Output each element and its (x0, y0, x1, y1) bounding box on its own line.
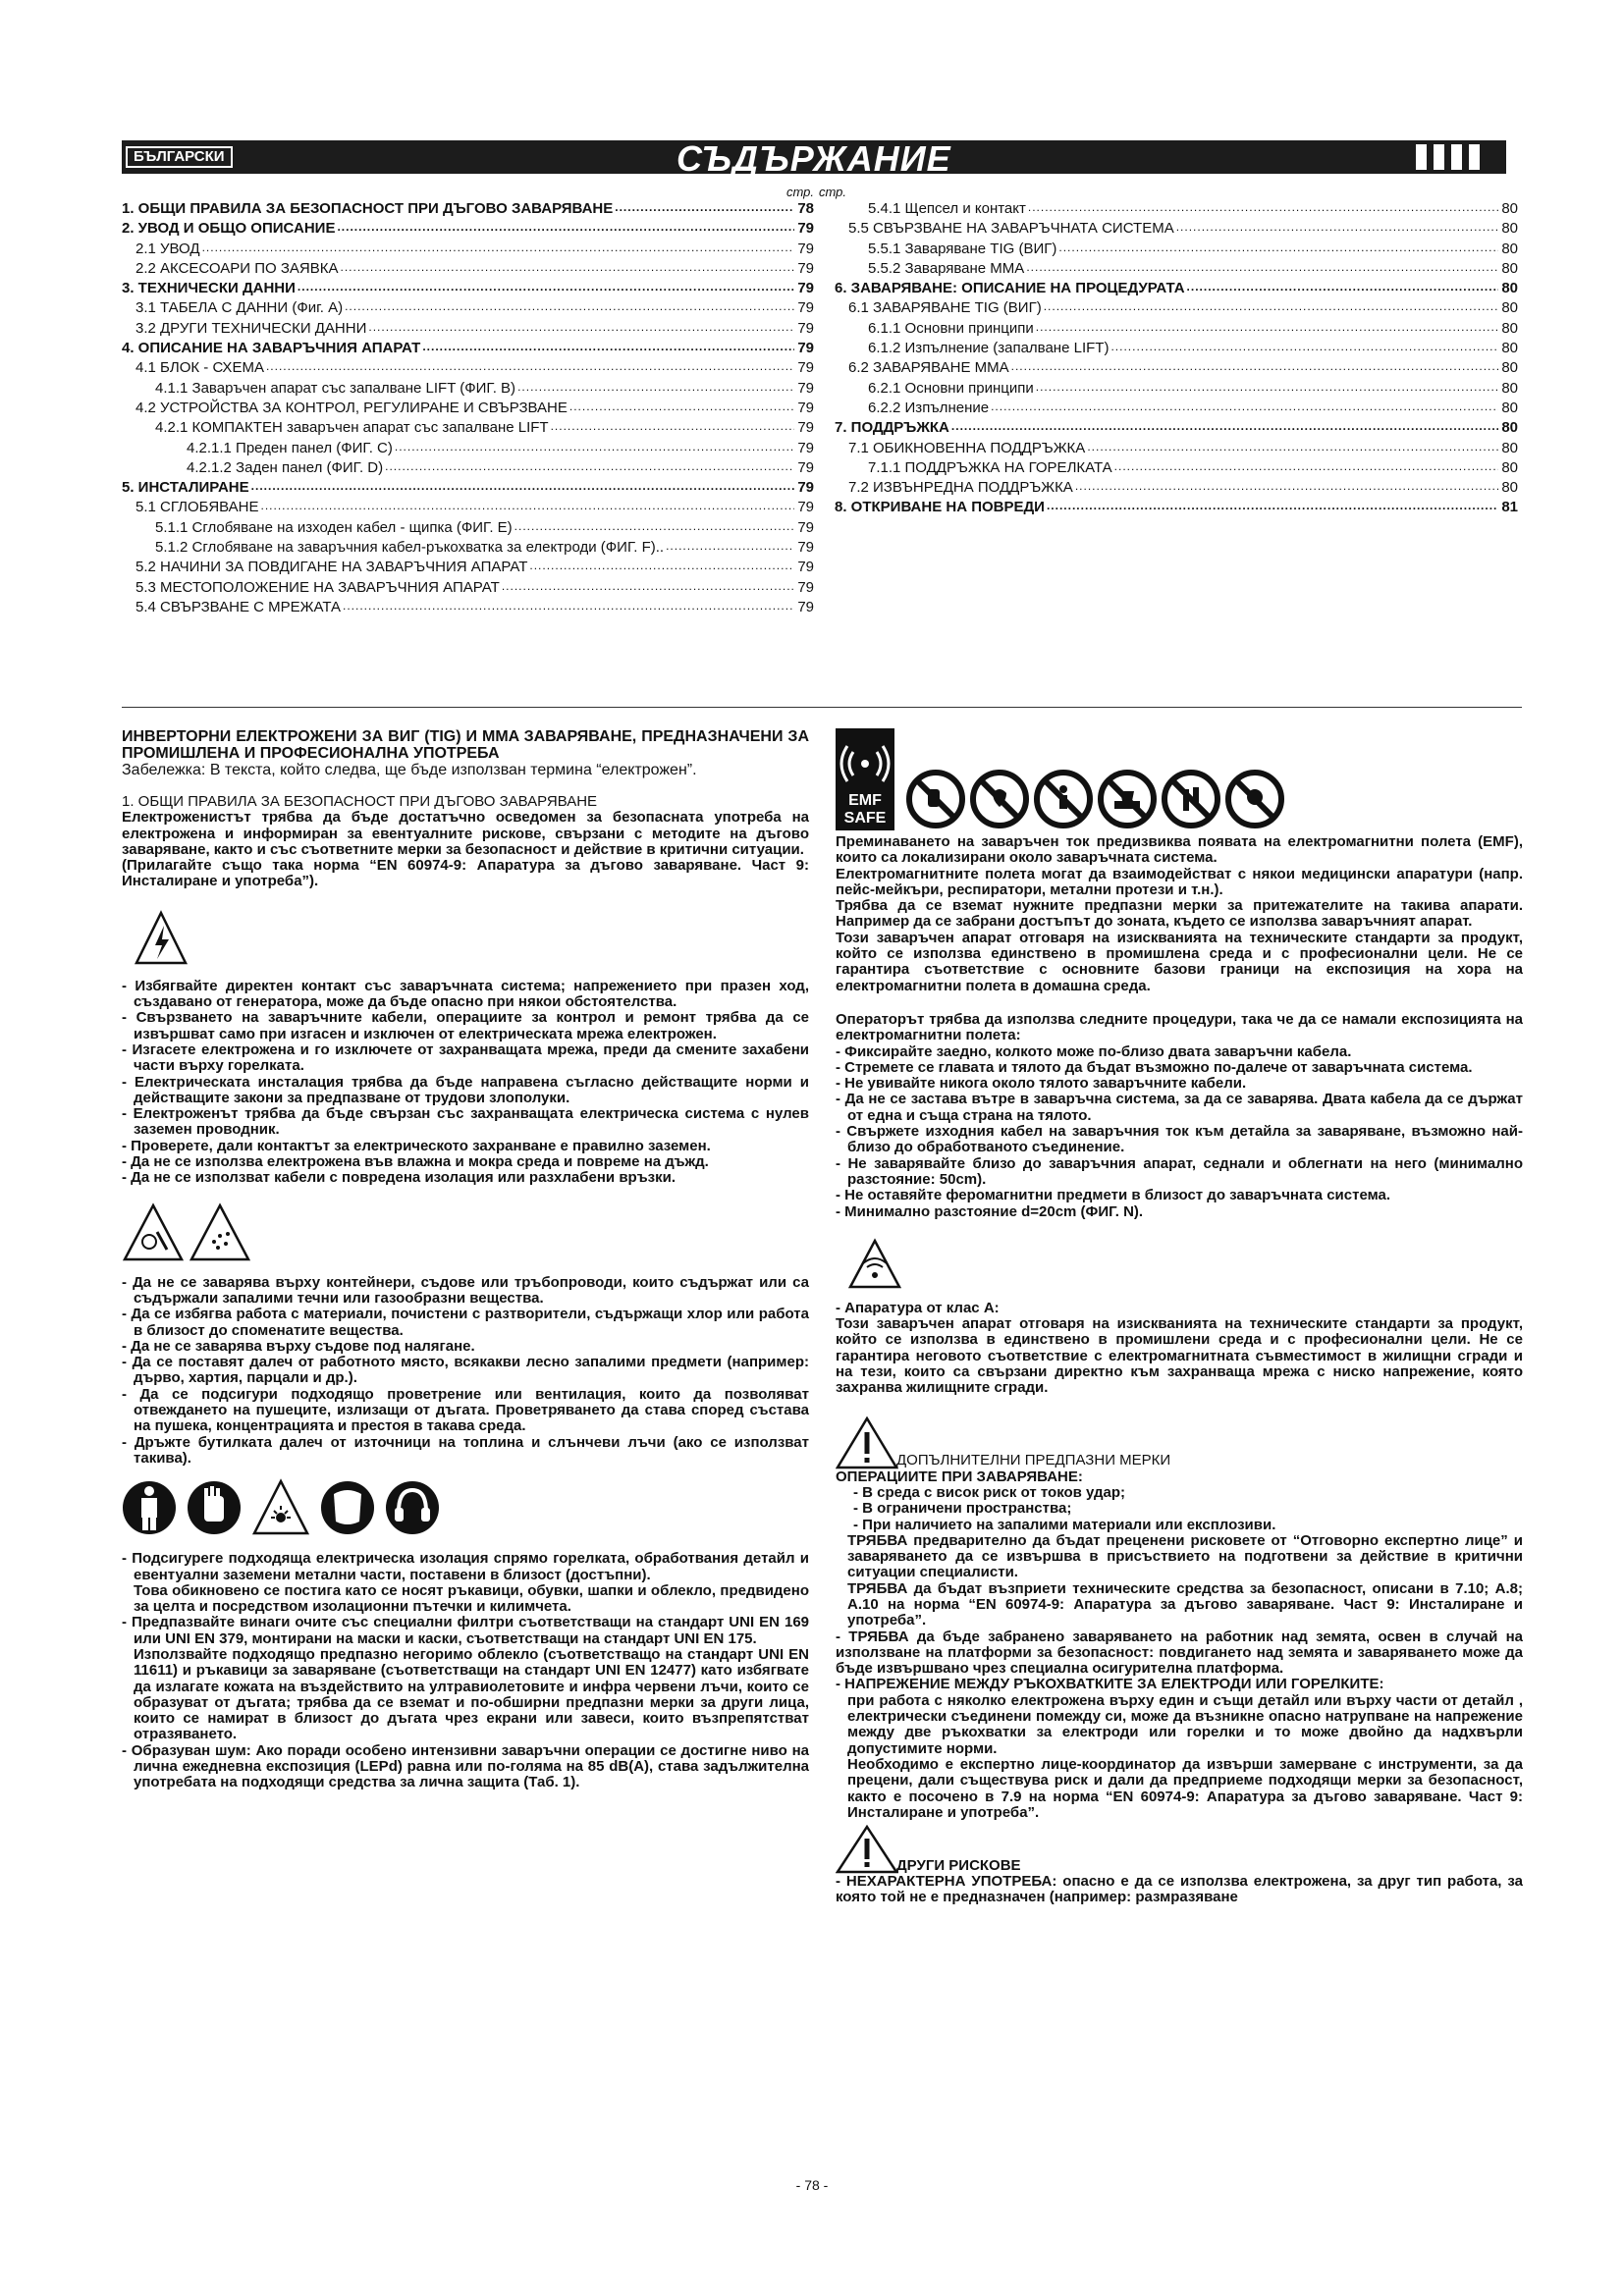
toc-entry-page: 81 (1501, 499, 1518, 516)
toc-entry (122, 597, 814, 616)
toc-leader (385, 459, 794, 474)
voltage-text: при работа с няколко електрожена върху един и същи детайл или върху части от детайл , електрически съединени помежду си, може да възникне опасно натрупване на напрежение между две ръкохватки за електроди или горелки и то може двойно да надхвърли допустимите норми. (847, 1691, 1523, 1757)
toc-entry-page: 80 (1501, 379, 1518, 397)
toc-entry (122, 398, 814, 417)
toc-entry-page: 79 (797, 319, 814, 337)
toc-entry-title: 6.2.2 Изпълнение (868, 399, 990, 416)
list-item: - Да не се заварява върху съдове под налягане. (122, 1337, 475, 1355)
toc-entry-page: 80 (1501, 479, 1518, 497)
toc-leader (1114, 459, 1498, 474)
toc-entry (122, 477, 814, 497)
toc-entry-title: 5.1.2 Сглобяване на заваръчния кабел-ръкохватка за електроди (ФИГ. F).. (155, 539, 665, 557)
list-item: - Минимално разстояние d=20cm (ФИГ. N). (836, 1202, 1144, 1220)
toc-entry-title: 7. ПОДДРЪЖКА (835, 419, 949, 437)
antenna-icon (836, 734, 894, 793)
toc-leader (422, 340, 794, 354)
toc-entry (835, 218, 1518, 238)
other-risks-text: - НЕХАРАКТЕРНА УПОТРЕБА: опасно е да се използва електрожена, за друг тип работа, за която той не е предназначен (например: размразяване (836, 1873, 1523, 1906)
emf-p2: Електромагнитните полета могат да взаимодействат с някои медицински апаратури (напр. пейс-мейкъри, респиратори, метални протези и т.н.). (836, 865, 1523, 898)
class-a-title: - Апаратура от клас А: (836, 1299, 1000, 1316)
toc-entry-page: 79 (797, 518, 814, 536)
toc-entry (835, 477, 1518, 497)
toc-leader (202, 240, 794, 255)
page-title: СЪДЪРЖАНИЕ (677, 138, 951, 179)
other-risks-header (836, 1825, 1523, 1874)
divider (122, 707, 1522, 708)
toc-entry-title: 4.1.1 Заваръчен апарат със запалване LIFT (ФИГ. B) (155, 379, 516, 397)
toc-entry-page: 79 (797, 240, 814, 257)
toc-entry-page: 79 (797, 539, 814, 557)
toc-entry-page: 79 (797, 379, 814, 397)
toc-leader (261, 499, 794, 513)
toc-leader (345, 299, 794, 314)
toc-entry-page: 79 (797, 419, 814, 437)
extra-precautions-header (836, 1416, 1523, 1469)
other-risks-title: ДРУГИ РИСКОВЕ (896, 1856, 1021, 1874)
toc-entry-title: 6. ЗАВАРЯВАНЕ: ОПИСАНИЕ НА ПРОЦЕДУРАТА (835, 280, 1185, 297)
toc-entry (122, 258, 814, 278)
list-item: - Свържете изходния кабел на заваръчния ток към детайла за заваряване, възможно най-близо до обработваното съединение. (836, 1123, 1523, 1156)
toc-entry (122, 357, 814, 377)
toc-entry (835, 297, 1518, 317)
prohibition-icons (904, 768, 1297, 830)
list-item: - В ограничени пространства; (853, 1500, 1072, 1518)
toc-entry-page: 80 (1501, 259, 1518, 277)
toc-entry-page: 79 (797, 340, 814, 357)
toc-entry (835, 338, 1518, 357)
toc-entry-page: 80 (1501, 280, 1518, 297)
toc-leader (1028, 200, 1498, 215)
list-item: - Да се поставят далеч от работното място, всякакви лесно запалими предмети (например: дърво, хартия, парцали и др.). (122, 1354, 809, 1387)
toc-leader (951, 419, 1498, 434)
toc-entry-page: 80 (1501, 439, 1518, 456)
toc-entry-title: 7.1 ОБИКНОВЕННА ПОДДРЪЖКА (848, 439, 1086, 456)
toc-entry-title: 8. ОТКРИВАНЕ НА ПОВРЕДИ (835, 499, 1045, 516)
toc-entry-title: 4.2 УСТРОЙСТВА ЗА КОНТРОЛ, РЕГУЛИРАНЕ И СВЪРЗВАНЕ (135, 399, 568, 416)
toc-entry-title: 7.1.1 ПОДДРЪЖКА НА ГОРЕЛКАТА (868, 458, 1112, 476)
toc-leader (251, 479, 794, 494)
toc-entry-page: 79 (797, 439, 814, 456)
toc-entry-page: 79 (797, 559, 814, 576)
toc-entry-page: 80 (1501, 458, 1518, 476)
toc-entry-page: 80 (1501, 359, 1518, 377)
section-1-text2: (Прилагайте също така норма “EN 60974-9: Апаратура за дъгово заваряване. Част 9: Инсталиране и употреба”). (122, 857, 809, 890)
emf-icons (836, 728, 1523, 830)
toc-page-label: стр. (785, 185, 814, 199)
toc-entry (122, 417, 814, 437)
toc-entry (122, 378, 814, 398)
extra-precautions-subtitle: ОПЕРАЦИИТЕ ПРИ ЗАВАРЯВАНЕ: (836, 1468, 1083, 1485)
list-item: - Да не се използва електрожена във влажна и мокра среда и повреме на дъжд. (122, 1153, 709, 1171)
toc-leader (517, 380, 794, 395)
list-item: - Свързването на заваръчните кабели, операциите за контрол и ремонт трябва да се извършват само при изгасен и изключен от електрическата мрежа електрожен. (122, 1009, 809, 1042)
toc-entry-title: 5. ИНСТАЛИРАНЕ (122, 479, 249, 497)
toc-leader (1058, 240, 1498, 255)
toc-entry (835, 198, 1518, 218)
class-a-text: Този заваръчен апарат отговаря на изискванията на техническите стандарти за продукт, който се използва в единствено в промишлени среда и с професионални цели. Не се гарантира неговото съответствие с електромагнитната съвместимост в жилищни сгради и на тези, които са свързани директно към захранваща мрежа с ниско напрежение, която захранва жилищните сгради. (836, 1315, 1523, 1397)
intro-note: Забележка: В текста, който следва, ще бъде използван термина “електрожен”. (122, 762, 697, 778)
toc-entry (122, 278, 814, 297)
extra-p1: ТРЯБВА предварително да бъдат преценени рисковете от “Отговорно експертно лице” и заваряването да се извършва в присъствието на подготвени за действие в критични ситуации специалисти. (847, 1531, 1523, 1581)
toc-leader (666, 539, 794, 554)
explosion-hazard-icon (122, 1202, 185, 1263)
electric-hazard-icon (134, 910, 809, 967)
toc-leader (395, 440, 794, 454)
emf-p4: Този заваръчен апарат отговаря на изискванията на техническите стандарти за продукт, който се използва единствено в промишлена среда и с професионални цели. Не се гарантира съответствие с основните базови граници на експозиция на хора на електромагнитни полета в домашна среда. (836, 929, 1523, 994)
safe-label: SAFE (843, 810, 887, 827)
toc-entry (122, 557, 814, 576)
toc-entry (835, 457, 1518, 477)
list-item: - Избягвайте директен контакт със заваръчната система; напрежението при празен ход, създавано от генератора, може да бъде опасно при някои обстоятелства. (122, 977, 809, 1011)
toc-entry-page: 80 (1501, 340, 1518, 357)
list-item: - Изгасете електрожена и го изключете от захранващата мрежа, преди да смените захабени части върху горелката. (122, 1041, 809, 1075)
list-item: - Предпазвайте винаги очите със специални филтри съответстващи на стандарт UNI EN 169 или UNI EN 379, монтирани на маски и каски, съответстващи на стандарт UNI EN 175. (122, 1614, 809, 1647)
toc-entry-page: 79 (797, 578, 814, 596)
fire-hazard-icons (122, 1202, 809, 1265)
toc-entry-page: 79 (797, 499, 814, 516)
toc-leader (1075, 479, 1498, 494)
toc-entry-title: 5.1 СГЛОБЯВАНЕ (135, 499, 259, 516)
toc-right (819, 185, 1518, 517)
toc-leader (529, 559, 794, 573)
toc-entry (122, 457, 814, 477)
emf-p3: Трябва да се вземат нужните предпазни мерки за притежателите на такива апарати. Например да се забрани достъпът до зоната, където се използва заваръчният апарат. (836, 897, 1523, 931)
toc-leader (1110, 340, 1498, 354)
list-item: - Да не се заварява върху контейнери, съдове или тръбопроводи, които съдържат или са съдържали запалими течни или газообразни вещества. (122, 1273, 809, 1307)
toc-leader (337, 220, 794, 235)
emf-safe-icon (836, 728, 894, 830)
toc-leader (1176, 220, 1498, 235)
toc-entry-page: 79 (797, 479, 814, 497)
toc-entry (835, 258, 1518, 278)
toc-entry-title: 1. ОБЩИ ПРАВИЛА ЗА БЕЗОПАСНОСТ ПРИ ДЪГОВО ЗАВАРЯВАНЕ (122, 200, 614, 217)
toc-entry-title: 6.1.1 Основни принципи (868, 319, 1034, 337)
toc-entry-page: 80 (1501, 220, 1518, 238)
toc-entry (835, 318, 1518, 338)
toc-leader (615, 200, 794, 215)
toc-entry-title: 6.1 ЗАВАРЯВАНЕ TIG (ВИГ) (848, 299, 1042, 317)
toc-entry (122, 318, 814, 338)
toc-entry-title: 4. ОПИСАНИЕ НА ЗАВАРЪЧНИЯ АПАРАТ (122, 340, 421, 357)
toc-entry-page: 79 (797, 399, 814, 416)
toc-entry (122, 537, 814, 557)
emf-warning-icon (847, 1238, 1523, 1293)
list-item: - Електрическата инсталация трябва да бъде направена съгласно действащите норми и действащите закони за предпазване от трудови злополуки. (122, 1073, 809, 1106)
toc-entry-page: 80 (1501, 419, 1518, 437)
toc-entry (835, 378, 1518, 398)
toc-leader (1026, 260, 1498, 275)
toc-leader (991, 400, 1498, 414)
fire-safety-list (122, 1275, 809, 1468)
toc-entry-title: 4.2.1 КОМПАКТЕН заваръчен апарат със запалване LIFT (155, 419, 549, 437)
toc-entry (122, 497, 814, 516)
toc-leader (1011, 359, 1498, 374)
gloves-icon (187, 1478, 242, 1537)
toc-entry (122, 198, 814, 218)
toc-entry (122, 239, 814, 258)
header-banner (122, 138, 1506, 179)
toc-entry-title: 5.4 СВЪРЗВАНЕ С МРЕЖАТА (135, 598, 341, 615)
extra-precautions-title: ДОПЪЛНИТЕЛНИ ПРЕДПАЗНИ МЕРКИ (896, 1452, 1171, 1469)
toc-entry-title: 5.2 НАЧИНИ ЗА ПОВДИГАНЕ НА ЗАВАРЪЧНИЯ АПАРАТ (135, 559, 528, 576)
list-item: - Да се подсигури подходящо проветрение или вентилация, които да позволяват отвеждането на пушеците, излизащи от дъгата. Проветряването да става според състава на пушека, концентрацията и престоя в такава среда. (122, 1385, 809, 1435)
toc-entry-page: 79 (797, 280, 814, 297)
toc-leader (266, 359, 794, 374)
face-shield-icon (320, 1478, 375, 1537)
toc-leader (341, 260, 795, 275)
toc-entry-page: 79 (797, 458, 814, 476)
list-item: - При наличието на запалими материали или експлозиви. (853, 1516, 1276, 1533)
intro-title: ИНВЕРТОРНИ ЕЛЕКТРОЖЕНИ ЗА ВИГ (TIG) И MMA ЗАВАРЯВАНЕ, ПРЕДНАЗНАЧЕНИ ЗА ПРОМИШЛЕНА И ПРОФЕСИОНАЛНА УПОТРЕБА (122, 728, 809, 762)
toc-entry-title: 4.2.1.1 Преден панел (ФИГ. C) (187, 439, 393, 456)
list-item: - Не оставяйте феромагнитни предмети в близост до заваръчната система. (836, 1187, 1390, 1204)
toc-entry-page: 79 (797, 259, 814, 277)
toc-leader (1047, 499, 1498, 513)
toc-entry-title: 5.5.2 Заваряване MMA (868, 259, 1025, 277)
toc-leader (569, 400, 794, 414)
radiation-hazard-icon (251, 1478, 310, 1537)
toc-entry-title: 3.2 ДРУГИ ТЕХНИЧЕСКИ ДАННИ (135, 319, 367, 337)
fume-hazard-icon (189, 1202, 251, 1263)
toc-leader (1087, 440, 1498, 454)
toc-entry-title: 5.3 МЕСТОПОЛОЖЕНИЕ НА ЗАВАРЪЧНИЯ АПАРАТ (135, 578, 500, 596)
toc-entry (835, 357, 1518, 377)
list-item: - Стремете се главата и тялото да бъдат възможно по-далече от заваръчната система. (836, 1058, 1473, 1076)
toc-entry (835, 239, 1518, 258)
extra-p3: - ТРЯБВА да бъде забранено заваряването на работник над земята, освен в случай на използване на платформи за безопасност: повдигането над земята и заваряването може да бъде извършвано чрез специална осигурителна платформа. (836, 1628, 1523, 1678)
toc-leader (551, 419, 794, 434)
toc-entry (835, 438, 1518, 457)
warning-icon-2 (836, 1825, 898, 1874)
toc-entry-title: 6.2 ЗАВАРЯВАНЕ MMA (848, 359, 1009, 377)
section-1-title: 1. ОБЩИ ПРАВИЛА ЗА БЕЗОПАСНОСТ ПРИ ДЪГОВО ЗАВАРЯВАНЕ (122, 793, 598, 810)
toc-entry-title: 2. УВОД И ОБЩО ОПИСАНИЕ (122, 220, 336, 238)
toc-entry-title: 5.1.1 Сглобяване на изходен кабел - щипка (ФИГ. E) (155, 518, 513, 536)
toc-entry-title: 5.5 СВЪРЗВАНЕ НА ЗАВАРЪЧНАТА СИСТЕМА (848, 220, 1174, 238)
list-item: - В среда с висок риск от токов удар; (853, 1483, 1126, 1501)
toc-entry-page: 80 (1501, 240, 1518, 257)
section-1-text: Електроженистът трябва да бъде достатъчно осведомен за безопасната употреба на електрожена и информиран за евентуалните рискове, свързани с методите на дъгово заваряване, както и със съответните мерки за безопасност и действие в критични ситуации. (122, 809, 809, 858)
left-column (122, 728, 809, 1791)
emf-p5: Операторът трябва да използва следните процедури, така че да се намали експозицията на електромагнитни полета: (836, 1010, 1523, 1044)
toc-leader (343, 599, 794, 614)
toc-entry-title: 4.2.1.2 Заден панел (ФИГ. D) (187, 458, 384, 476)
extra-p2: ТРЯБВА да бъдат възприети техническите средства за безопасност, описани в 7.10; A.8; A.10 на норма “EN 60974-9: Апаратура за дъгово заваряване. Част 9: Инсталиране и употреба”. (847, 1579, 1523, 1629)
emf-p1: Преминаването на заваръчен ток предизвиква появата на електромагнитни полета (EMF), които са локализирани около заваръчната система. (836, 833, 1523, 867)
emf-procedures-list (836, 1044, 1523, 1220)
toc-entry (122, 438, 814, 457)
list-item: - Да се избягва работа с материали, почистени с разтворители, съдържащи хлор или работа в близост до споменатите вещества. (122, 1306, 809, 1339)
toc-leader (1036, 320, 1498, 335)
toc-entry-title: 5.4.1 Щепсел и контакт (868, 200, 1026, 217)
right-column (836, 728, 1523, 1906)
toc-entry (835, 278, 1518, 297)
toc-entry-title: 5.5.1 Заваряване TIG (ВИГ) (868, 240, 1057, 257)
toc-leader (514, 519, 794, 534)
decorative-bars (1416, 144, 1506, 170)
warning-icon (836, 1416, 898, 1469)
emf-label: EMF (848, 792, 882, 809)
list-item: - Проверете, дали контактът за електрическото захранване е правилно заземен. (122, 1137, 711, 1154)
list-item: Използвайте подходящо предпазно негоримо облекло (съответстващо на стандарт UNI EN 11611) и ръкавици за заваряване (съответстващи на стандарт UNI EN 12477) като избягвате да излагате кожата на въздействито на ултравиолетовите и инфра червени лъчи, които се образуват от дъгата; трябва да се вземат и по-обширни предпазни мерки за други лица, които се намират в близост до дъгата чрез екрани или завеси, които възпрепятстват отразяването. (134, 1645, 809, 1743)
toc-entry (122, 218, 814, 238)
toc-entry-page: 79 (797, 598, 814, 615)
toc-entry-page: 80 (1501, 299, 1518, 317)
toc-entry-page: 78 (797, 200, 814, 217)
electric-safety-list (122, 979, 809, 1187)
ppe-icons (122, 1478, 809, 1541)
list-item: - Дръжте бутилката далеч от източници на топлина и слънчеви лъчи (ако се използват такива). (122, 1433, 809, 1467)
ppe-safety-list (122, 1551, 809, 1790)
list-item: - Фиксирайте заедно, колкото може по-близо двата заваръчни кабела. (836, 1042, 1352, 1060)
toc-leader (1187, 280, 1498, 294)
list-item: - Не увивайте никога около тялото заваръчните кабели. (836, 1075, 1247, 1093)
ear-protection-icon (385, 1478, 440, 1537)
voltage-text2: Необходимо е експертно лице-координатор да извърши замерване с инструменти, за да прецени, дали съществува риск и дали да предприеме подходящи мерки за безопасност, както е посочено в 7.9 на норма “EN 60974-9: Апаратура за дъгово заваряване. Част 9: Инсталиране и употреба”. (847, 1755, 1523, 1821)
toc-entry (122, 297, 814, 317)
toc-entry-page: 80 (1501, 200, 1518, 217)
list-item: Това обикновено се постига като се носят ръкавици, обувки, шапки и облекло, предвидено за целта и посредством изолационни пътечки и килимчета. (134, 1581, 809, 1616)
toc-entry-title: 6.2.1 Основни принципи (868, 379, 1034, 397)
toc-entry (835, 398, 1518, 417)
extra-conditions-list (836, 1485, 1523, 1533)
language-label: БЪЛГАРСКИ (126, 146, 233, 168)
toc-entry-page: 79 (797, 359, 814, 377)
toc-leader (1036, 380, 1498, 395)
toc-entry-title: 4.1 БЛОК - СХЕМА (135, 359, 264, 377)
toc-left (122, 187, 814, 616)
toc-entry-page: 80 (1501, 319, 1518, 337)
toc-entry-title: 2.1 УВОД (135, 240, 200, 257)
toc-entry-title: 3.1 ТАБЕЛА С ДАННИ (Фиг. А) (135, 299, 344, 317)
toc-entry (835, 417, 1518, 437)
toc-entry (122, 517, 814, 537)
toc-entry-page: 79 (797, 299, 814, 317)
toc-page-label-right: стр. (819, 185, 847, 199)
voltage-title: - НАПРЕЖЕНИЕ МЕЖДУ РЪКОХВАТКИТЕ ЗА ЕЛЕКТРОДИ ИЛИ ГОРЕЛКИТЕ: (836, 1676, 1384, 1693)
toc-leader (502, 579, 794, 594)
list-item: - Не заварявайте близо до заваръчния апарат, седнали и облегнати на него (минимално разстояние: 50cm). (836, 1154, 1523, 1188)
list-item: - Образуван шум: Ако поради особено интензивни заваръчни операции се достигне ниво на лична ежедневна експозиция (LEPd) равна или по-голяма на 85 dB(A), става задължителна употребата на подходящи средства за лична защита (Таб. 1). (122, 1741, 809, 1791)
toc-entry-title: 7.2 ИЗВЪНРЕДНА ПОДДРЪЖКА (848, 479, 1073, 497)
list-item: - Подсигуреге подходяща електрическа изолация спрямо горелката, обработвания детайл и евентуални заземени метални части, поставени в близост (достъпни). (122, 1550, 809, 1583)
toc-entry-title: 3. ТЕХНИЧЕСКИ ДАННИ (122, 280, 296, 297)
list-item: - Електроженът трябва да бъде свързан със захранващата електрическа система с нулев заземен проводник. (122, 1105, 809, 1139)
toc-entry (835, 497, 1518, 516)
protective-clothing-icon (122, 1478, 177, 1537)
list-item: - Да не се използват кабели с повредена изолация или разхлабени връзки. (122, 1169, 676, 1187)
list-item: - Да не се застава вътре в заваръчна система, за да се заварява. Двата кабела да се държат от една и съща страна на тялото. (836, 1091, 1523, 1124)
toc-leader (368, 320, 794, 335)
toc-entry-page: 80 (1501, 399, 1518, 416)
toc-leader (1044, 299, 1498, 314)
page-number: - 78 - (795, 2177, 829, 2193)
toc-leader (298, 280, 794, 294)
toc-entry-title: 2.2 АКСЕСОАРИ ПО ЗАЯВКА (135, 259, 339, 277)
toc-entry-title: 6.1.2 Изпълнение (запалване LIFT) (868, 340, 1110, 357)
toc-entry (122, 338, 814, 357)
toc-entry-page: 79 (797, 220, 814, 238)
toc-entry (122, 577, 814, 597)
